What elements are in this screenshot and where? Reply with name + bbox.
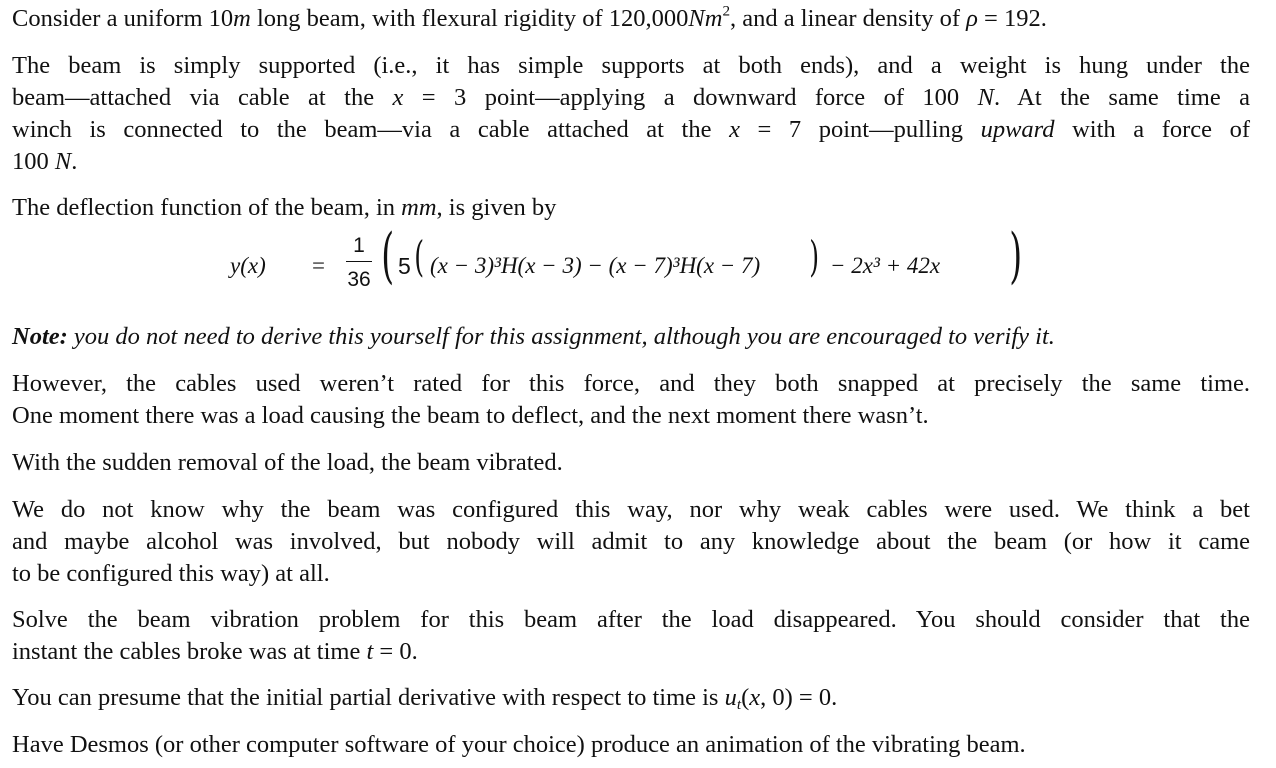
inner-right-paren: ) xyxy=(809,232,820,281)
density-value: = 192. xyxy=(977,5,1047,32)
rho-symbol: ρ xyxy=(966,5,978,32)
configuration-paragraph xyxy=(12,494,1250,590)
configuration-line-3: to be configured this way) at all. xyxy=(12,560,330,587)
polynomial-terms: − 2x³ + 42x xyxy=(830,253,941,278)
equals-sign: = xyxy=(312,253,325,278)
solve-line-2-text: instant the cables broke was at time xyxy=(12,638,367,665)
outer-right-paren: ) xyxy=(1009,221,1023,291)
solve-paragraph xyxy=(12,604,1250,668)
setup-line-3 xyxy=(12,114,1250,146)
newton-unit: N xyxy=(54,148,72,175)
intro-text-density: , and a linear density of xyxy=(730,5,967,32)
deflection-equation xyxy=(230,221,1070,300)
cables-line-1: However, the cables used weren’t rated for this force, and they both snapped at precisely the same time. xyxy=(12,370,1250,397)
squared-exponent: 2 xyxy=(722,2,731,20)
meter-unit: m xyxy=(233,5,251,32)
t-subscript: t xyxy=(736,695,742,713)
note-paragraph xyxy=(12,321,1250,353)
configuration-line-1: We do not know why the beam was configured this way, nor why weak cables were used. We think a bet xyxy=(12,496,1250,523)
vibration-paragraph: With the sudden removal of the load, the beam vibrated. xyxy=(12,449,563,476)
x-variable: x xyxy=(392,84,404,111)
coefficient-five: 5 xyxy=(398,253,411,279)
outer-left-paren: ( xyxy=(381,221,395,291)
intro-paragraph xyxy=(12,3,1250,35)
setup-line-2 xyxy=(12,82,1250,114)
initial-condition-end: , 0) = 0. xyxy=(760,684,838,711)
setup-line-4 xyxy=(12,146,1250,178)
setup-line-2-force: = 3 point—applying a downward force of 100 xyxy=(403,84,978,111)
x-variable: x xyxy=(729,116,740,143)
fraction-numerator: 1 xyxy=(353,234,365,257)
time-zero: = 0. xyxy=(373,638,418,665)
solve-line-2 xyxy=(12,636,1250,668)
setup-line-4-text: 100 xyxy=(12,148,55,175)
configuration-line-2: and maybe alcohol was involved, but nobody will admit to any knowledge about the beam (or how it came xyxy=(12,528,1250,555)
millimeter-unit: mm xyxy=(401,194,437,221)
cables-paragraph xyxy=(12,368,1250,432)
assignment-document xyxy=(12,0,1252,768)
setup-line-2-text: beam—attached via cable at the xyxy=(12,84,393,111)
deflection-text-end: , is given by xyxy=(436,194,557,221)
initial-condition-text: You can presume that the initial partial derivative with respect to time is xyxy=(12,684,725,711)
setup-line-3-point: = 7 point—pulling xyxy=(739,116,981,143)
open-paren: ( xyxy=(741,684,750,711)
newton-meter-unit: Nm xyxy=(688,5,723,32)
fraction-bar xyxy=(346,261,372,262)
initial-condition-paragraph xyxy=(12,682,1250,714)
heaviside-terms: (x − 3)³H(x − 3) − (x − 7)³H(x − 7) xyxy=(430,253,761,278)
upward-emphasis: upward xyxy=(980,116,1055,143)
note-text: you do not need to derive this yourself for this assignment, although you are encouraged to verify it. xyxy=(67,323,1055,350)
x-variable: x xyxy=(749,684,761,711)
solve-line-1: Solve the beam vibration problem for this beam after the load disappeared. You should consider that the xyxy=(12,606,1250,633)
deflection-intro xyxy=(12,192,1250,224)
setup-line-1 xyxy=(12,50,1250,82)
intro-text: Consider a uniform 10 xyxy=(12,5,234,32)
deflection-text: The deflection function of the beam, in xyxy=(12,194,402,221)
equation-lhs: y(x) xyxy=(230,253,266,278)
note-label: Note: xyxy=(12,323,68,350)
cables-line-2: One moment there was a load causing the beam to deflect, and the next moment there wasn’t. xyxy=(12,402,929,429)
setup-line-2-end: . At the same time a xyxy=(993,84,1251,111)
desmos-paragraph: Have Desmos (or other computer software of your choice) produce an animation of the vibrating beam. xyxy=(12,731,1026,758)
u-function: u xyxy=(724,684,737,711)
fraction-denominator: 36 xyxy=(347,268,371,291)
inner-left-paren: ( xyxy=(414,232,425,281)
setup-line-4-end: . xyxy=(71,148,78,175)
intro-text-rigidity: long beam, with flexural rigidity of 120,000 xyxy=(250,5,689,32)
time-variable: t xyxy=(366,638,374,665)
setup-line-3-end: with a force of xyxy=(1054,116,1250,143)
setup-line-1-text: The beam is simply supported (i.e., it has simple supports at both ends), and a weight is hung under the xyxy=(12,52,1250,79)
setup-paragraph xyxy=(12,50,1250,178)
setup-line-3-text: winch is connected to the beam—via a cable attached at the xyxy=(12,116,730,143)
newton-unit: N xyxy=(977,84,994,111)
